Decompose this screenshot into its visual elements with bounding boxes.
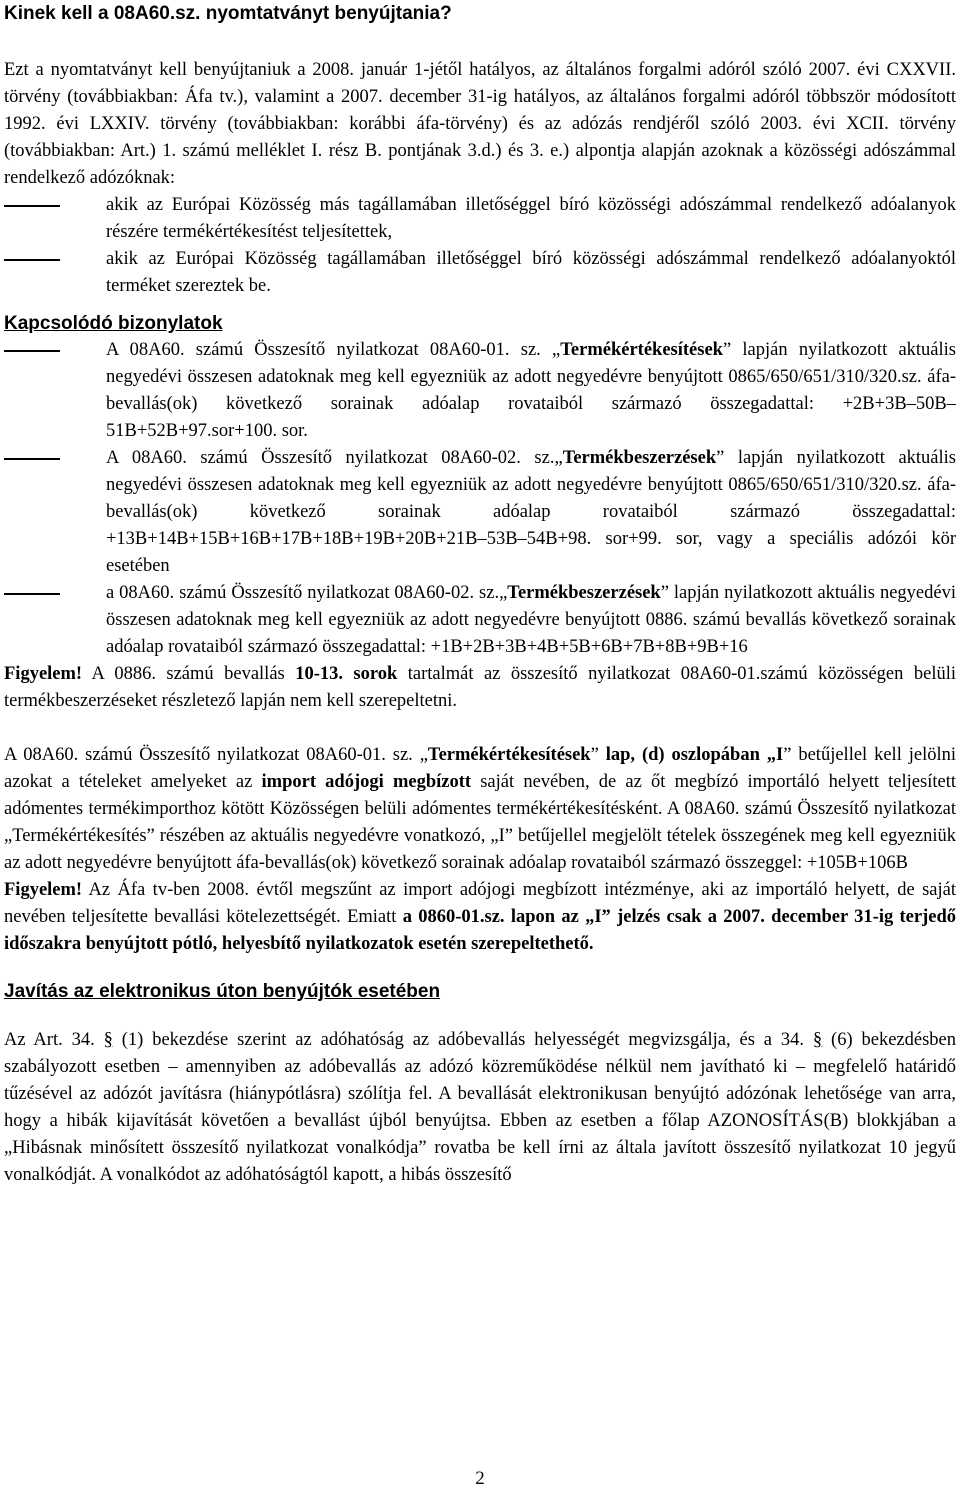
list-item-text-pre: A 08A60. számú Összesítő nyilatkozat 08A60-02. sz.„ (106, 448, 563, 468)
import-note-text: Az Áfa tv-ben 2008. évtől megszűnt az import adójogi megbízott intézménye, aki az importáló helyett, de saját nevében teljesítette bevallási kötelezettségét. Emiatt (4, 880, 956, 927)
list-item-text-pre: a 08A60. számú Összesítő nyilatkozat 08A60-02. sz.„ (106, 583, 508, 603)
note-text-pre: A 0886. számú bevallás (82, 664, 296, 684)
import-note-paragraph (4, 877, 956, 958)
note-paragraph (4, 661, 956, 715)
list-item-text-post: ” lapján nyilatkozott aktuális negyedévi összesen adatoknak meg kell egyezniük az adott negyedévre benyújtott 0886. számú bevallás következő sorainak adóalap rovataiból származó összegadattal: +1B+2B+3B+4B+5B+6B+7B+8B+9B+16 (106, 583, 956, 657)
import-text-2: ” (590, 745, 606, 765)
dash-bullet (4, 458, 60, 460)
list-item-text: akik az Európai Közösség más tagállamában illetőséggel bíró közösségi adószámmal rendelkező adóalanyok részére termékértékesítést teljesítettek, (106, 195, 956, 242)
import-text-4: saját nevében, de az őt megbízó importáló helyett teljesített adómentes termékimporthoz kötött Közösségen belüli adómentes termékértékesítésként. A 08A60. számú Összesítő nyilatkozat „Termékértékesítés” részében az aktuális negyedévre vonatkozó, „I” betűjellel megjelölt tételek összegének meg kell egyezniük az adott negyedévre benyújtott áfa-bevallás(ok) következő sorainak adóalap rovataiból származó összeggel: +105B+106B (4, 772, 956, 873)
dash-bullet (4, 593, 60, 595)
section-sign: § (103, 1030, 113, 1050)
list-item (4, 246, 956, 300)
correction-text-3: (6) bekezdésben szabályozott esetben – amennyiben az adóbevallás az adózó közreműködése nélkül nem javítható ki – megfelelő határidő tűzésével az adózót javításra (hiánypótlásra) szólítja fel. A bevallását elektronikusan benyújtó adózónak lehetősége van arra, hogy a hibák kijavítását követően a bevallást újból benyújtsa. Ebben az esetben a főlap AZONOSÍTÁS(B) blokkjában a „Hibásnak minősített összesítő nyilatkozat vonalkódja” rovatba be kell írni az általa javított összesítő nyilatkozat 10 jegyű vonalkódját. A vonalkódot az adóhatóságtól kapott, a hibás összesítő (4, 1030, 957, 1185)
dash-bullet (4, 350, 60, 352)
related-docs-list (4, 337, 956, 661)
import-paragraph (4, 742, 956, 877)
import-text-3: ” betűjellel kell jelölni azokat a tételeket amelyeket az (4, 745, 957, 792)
correction-text-2: (1) bekezdése szerint az adóhatóság az adóbevallás helyességét megvizsgálja, és a 34. (112, 1030, 813, 1050)
list-item (4, 192, 956, 246)
note-text-post: tartalmát az összesítő nyilatkozat 08A60-01.számú közösségen belüli termékbeszerzéseket részletező lapján nem kell szerepeltetni. (4, 664, 956, 711)
page-number: 2 (475, 1468, 485, 1489)
list-item-text-pre: A 08A60. számú Összesítő nyilatkozat 08A60-01. sz. „ (106, 340, 561, 360)
import-note-bold: a 0860-01.sz. lapon az „I” jelzés csak a 2007. december 31-ig terjedő időszakra benyújtott pótló, helyesbítő nyilatkozatok esetén szerepeltethető. (4, 907, 956, 954)
dash-bullet (4, 205, 60, 207)
correction-paragraph (4, 1027, 956, 1189)
import-bold-1: Termékértékesítések (427, 745, 591, 765)
intro-paragraph: Ezt a nyomtatványt kell benyújtaniuk a 2008. január 1-jétől hatályos, az általános forgalmi adóról szóló 2007. évi CXXVII. törvény (továbbiakban: Áfa tv.), valamint a 2007. december 31-ig hatályos, az általános forgalmi adóról többször módosított 1992. évi LXXIV. törvény (továbbiakban: korábbi áfa-törvény) és az adózás rendjéről szóló 2003. évi XCII. törvény (továbbiakban: Art.) 1. számú melléklet I. rész B. pontjának 3.d.) és 3. e.) alpontja alapján azoknak a közösségi adószámmal rendelkező adózóknak: (4, 60, 956, 188)
section-sign: § (812, 1030, 823, 1050)
note-label: Figyelem! (4, 664, 83, 684)
list-item-text-post: ” lapján nyilatkozott aktuális negyedévi összesen adatoknak meg kell egyezniük az adott negyedévre benyújtott 0865/650/651/310/320.sz. áfa-bevallás(ok) következő sorainak adóalap rovataiból származó összegadattal: +2B+3B–50B–51B+52B+97.sor+100. sor. (106, 340, 956, 441)
dash-bullet (4, 259, 60, 261)
import-bold-2: lap, (d) oszlopában „I (605, 745, 784, 765)
list-item (4, 337, 956, 445)
import-note-label: Figyelem! (4, 880, 83, 900)
list-item (4, 580, 956, 661)
list-item-text-bold: Termékértékesítések (560, 340, 723, 360)
list-item-text: akik az Európai Közösség tagállamában illetőséggel bíró közösségi adószámmal rendelkező adóalanyoktól terméket szereztek be. (106, 249, 956, 296)
note-text-bold: 10-13. sorok (295, 664, 398, 684)
list-item (4, 445, 956, 580)
list-item-text-bold: Termékbeszerzések (507, 583, 661, 603)
section-heading-correction: Javítás az elektronikus úton benyújtók esetében (4, 981, 441, 1002)
page-title: Kinek kell a 08A60.sz. nyomtatványt benyújtania? (4, 3, 452, 24)
list-item-text-bold: Termékbeszerzések (562, 448, 717, 468)
section-heading-related-docs: Kapcsolódó bizonylatok (4, 313, 223, 334)
correction-text-1: Az Art. 34. (4, 1030, 104, 1050)
intro-list (4, 192, 956, 300)
list-item-text-post: ” lapján nyilatkozott aktuális negyedévi összesen adatoknak meg kell egyezniük az adott negyedévre benyújtott 0865/650/651/310/320.sz. áfa-bevallás(ok) következő sorainak adóalap rovataiból származó összegadattal: +13B+14B+15B+16B+17B+18B+19B+20B+21B–53B–54B+98. sor+99. sor, vagy a speciális adózói kör esetében (106, 448, 956, 576)
import-bold-3: import adójogi megbízott (261, 772, 472, 792)
import-text-1: A 08A60. számú Összesítő nyilatkozat 08A60-01. sz. „ (4, 745, 428, 765)
